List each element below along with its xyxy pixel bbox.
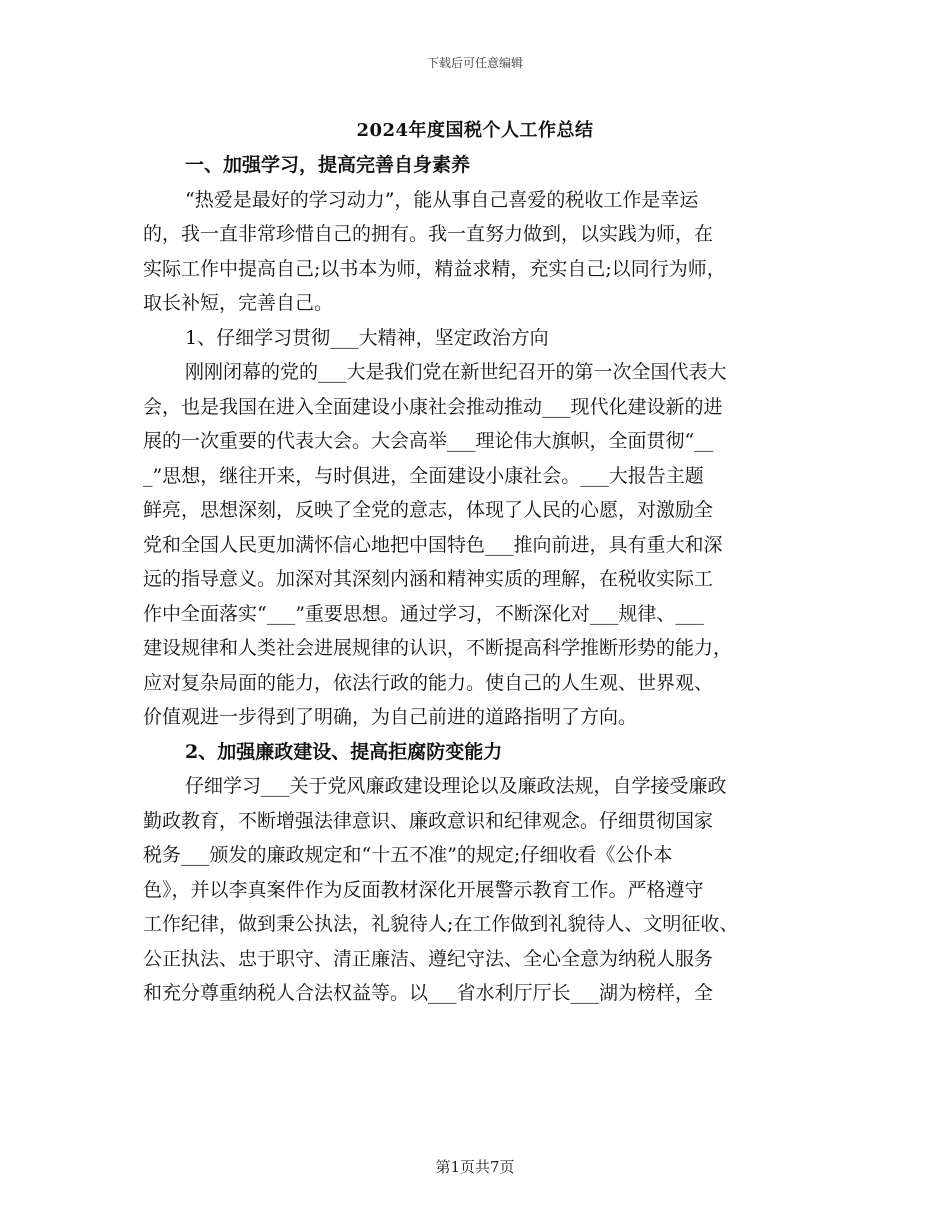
- section-heading: 一、加强学习，提高完善自身素养: [185, 154, 471, 176]
- body-text-line: 远的指导意义。加深对其深刻内涵和精神实质的理解，在税收实际工: [143, 568, 714, 590]
- document-body: [143, 148, 815, 1011]
- body-text-line: 鲜亮，思想深刻，反映了全党的意志，体现了人民的心愿，对激励全: [143, 499, 714, 521]
- body-text-line: _”思想，继往开来，与时俱进，全面建设小康社会。___大报告主题: [143, 464, 704, 487]
- body-text-line: 税务___颁发的廉政规定和“十五不准”的规定;仔细收看《公仆本: [143, 844, 673, 866]
- body-text-line: 勤政教育，不断增强法律意识、廉政意识和纪律观念。仔细贯彻国家: [143, 809, 714, 832]
- body-text-line: 展的一次重要的代表大会。大会高举___理论伟大旗帜，全面贯彻“__: [143, 430, 714, 452]
- body-text-line: 取长补短，完善自己。: [143, 292, 334, 314]
- body-text-line: 色》，并以李真案件作为反面教材深化开展警示教育工作。严格遵守: [143, 878, 704, 901]
- body-text-line: “热爱是最好的学习动力”，能从事自己喜爱的税收工作是幸运: [185, 188, 699, 211]
- section-heading: 2、加强廉政建设、提高拒腐防变能力: [185, 740, 503, 763]
- body-text-line: 价值观进一步得到了明确，为自己前进的道路指明了方向。: [143, 706, 638, 728]
- body-text-line: 会，也是我国在进入全面建设小康社会推动推动___现代化建设新的进: [143, 395, 723, 418]
- body-text-line: 的，我一直非常珍惜自己的拥有。我一直努力做到，以实践为师，在: [143, 223, 714, 245]
- body-text-line: 党和全国人民更加满怀信心地把中国特色___推向前进，具有重大和深: [143, 533, 723, 556]
- body-text-line: 实际工作中提高自己;以书本为师，精益求精，充实自己;以同行为师，: [143, 257, 726, 280]
- page-number: 第1页共7页: [435, 1158, 515, 1176]
- body-text-line: 建设规律和人类社会进展规律的认识，不断提高科学推断形势的能力，: [143, 637, 733, 659]
- document-title: 2024年度国税个人工作总结: [356, 120, 594, 141]
- header-note: 下载后可任意编辑: [426, 56, 523, 70]
- body-text-line: 仔细学习___关于党风廉政建设理论以及廉政法规，自学接受廉政: [185, 775, 727, 797]
- body-text-line: 工作纪律，做到秉公执法，礼貌待人;在工作做到礼貌待人、文明征收、: [143, 913, 739, 935]
- body-text-line: 公正执法、忠于职守、清正廉洁、遵纪守法、全心全意为纳税人服务: [143, 947, 714, 970]
- body-text-line: 1、仔细学习贯彻___大精神，坚定政治方向: [185, 326, 549, 349]
- body-text-line: 作中全面落实“___”重要思想。通过学习，不断深化对___规律、___: [143, 602, 704, 625]
- body-text-line: 和充分尊重纳税人合法权益等。以___省水利厅厅长___湖为榜样，全: [143, 982, 714, 1004]
- body-text-line: 应对复杂局面的能力，依法行政的能力。使自己的人生观、世界观、: [143, 671, 714, 694]
- body-text-line: 刚刚闭幕的党的___大是我们党在新世纪召开的第一次全国代表大: [185, 361, 727, 383]
